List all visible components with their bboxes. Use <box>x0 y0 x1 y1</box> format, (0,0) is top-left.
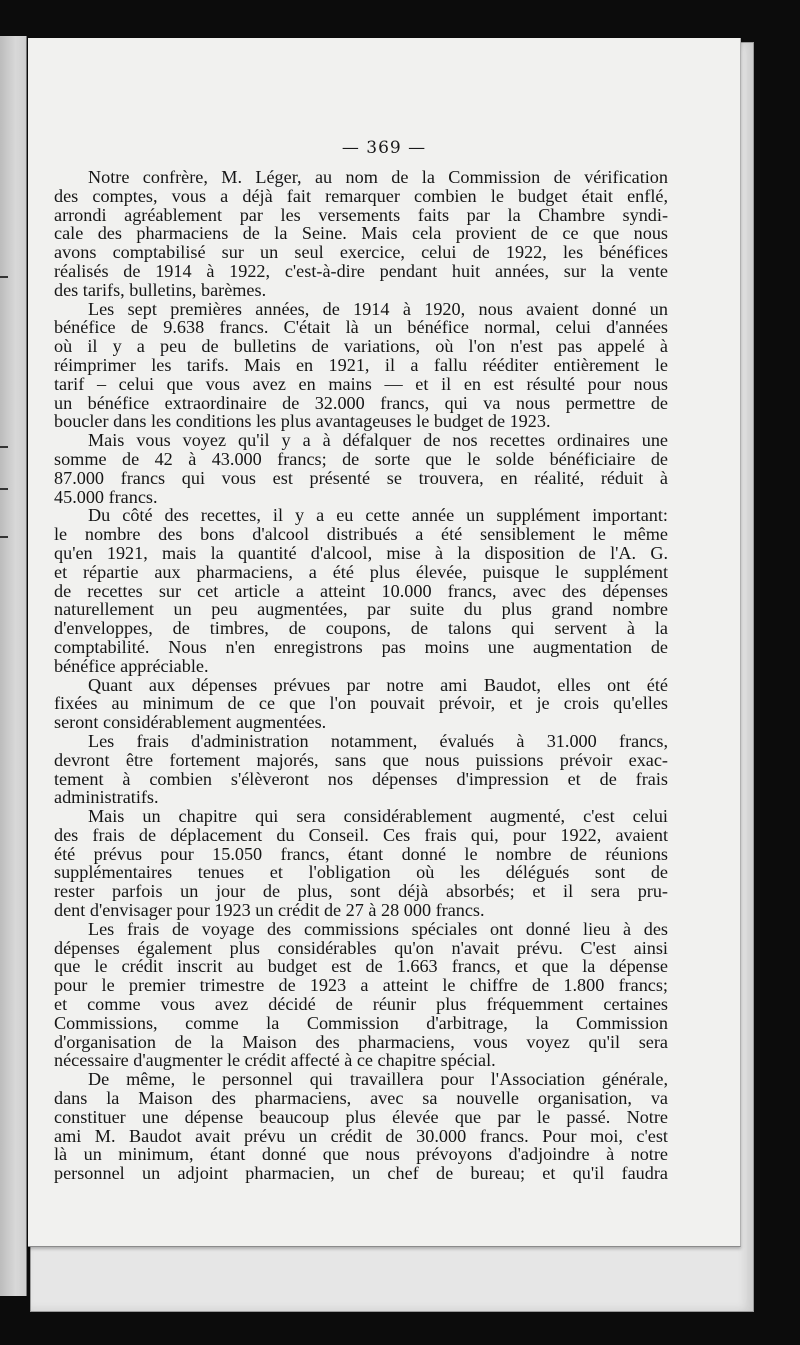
text-line: constituer une dépense beaucoup plus élevée que par le passé. Notre <box>54 1106 668 1127</box>
text-line: somme de 42 à 43.000 francs; de sorte que le solde bénéficiaire de <box>54 448 668 469</box>
text-line: supplémentaires tenues et l'obligation où les délégués sont de <box>54 862 668 883</box>
text-line: où il y a peu de bulletins de variations, où l'on n'est pas appelé à <box>54 336 668 357</box>
text-line: 45.000 francs. <box>54 486 158 507</box>
text-line: que le crédit inscrit au budget est de 1.663 francs, et que la dépense <box>54 956 668 977</box>
text-line: là un minimum, étant donné que nous prévoyons d'adjoindre à notre <box>54 1144 668 1165</box>
text-line: réalisés de 1914 à 1922, c'est-à-dire pendant huit années, sur la vente <box>54 260 668 281</box>
text-line: d'organisation de la Maison des pharmaciens, vous voyez qu'il sera <box>54 1031 668 1052</box>
text-line: devront être fortement majorés, sans que nous puissions prévoir exac- <box>54 749 668 770</box>
text-line: administratifs. <box>54 787 159 808</box>
text-line: avons comptabilisé sur un seul exercice, celui de 1922, les bénéfices <box>54 242 668 263</box>
text-line: arrondi agréablement par les versements faits par la Chambre syndi- <box>54 204 668 225</box>
text-line: et répartie aux pharmaciens, a été plus élevée, puisque le supplément <box>54 561 668 582</box>
text-line: rester parfois un jour de plus, sont déjà absorbés; et il sera pru- <box>54 881 668 902</box>
text-line: des comptes, vous a déjà fait remarquer combien le budget était enflé, <box>54 185 668 206</box>
text-line: tarif – celui que vous avez en mains — et il en est résulté pour nous <box>54 373 668 394</box>
text-line: tement à combien s'élèveront nos dépenses d'impression et de frais <box>54 768 668 789</box>
text-line: bénéfice de 9.638 francs. C'était là un bénéfice normal, celui d'années <box>54 317 668 338</box>
text-line: comptabilité. Nous n'en enregistrons pas moins une augmentation de <box>54 636 668 657</box>
text-line: Mais vous voyez qu'il y a à défalquer de nos recettes ordinaires une <box>88 430 668 451</box>
page-edge-mark <box>0 488 8 490</box>
text-line: naturellement un peu augmentées, par suite du plus grand nombre <box>54 599 668 620</box>
text-line: Notre confrère, M. Léger, au nom de la Commission de vérification <box>88 167 668 187</box>
page-edge-mark <box>0 276 8 278</box>
text-line: le nombre des bons d'alcool distribués a été sensiblement le même <box>54 524 668 545</box>
book-page <box>28 38 741 1247</box>
text-line: bénéfice appréciable. <box>54 655 209 676</box>
text-line: personnel un adjoint pharmacien, un chef de bureau; et qu'il faudra <box>54 1163 668 1184</box>
text-line: dépenses également plus considérables qu'on n'avait prévu. C'est ainsi <box>54 937 668 958</box>
text-line: nécessaire d'augmenter le crédit affecté à ce chapitre spécial. <box>54 1050 496 1071</box>
text-line: 87.000 francs qui vous est présenté se trouvera, en réalité, réduit à <box>54 467 668 488</box>
text-line: des frais de déplacement du Conseil. Ces frais qui, pour 1922, avaient <box>54 824 668 845</box>
text-line: et comme vous avez décidé de réunir plus fréquemment certaines <box>54 994 668 1015</box>
text-line: qu'en 1921, mais la quantité d'alcool, mise à la disposition de l'A. G. <box>54 542 668 563</box>
text-line: fixées au minimum de ce que l'on pouvait prévoir, et je crois qu'elles <box>54 693 668 714</box>
page-edge-mark <box>0 536 8 538</box>
text-line: De même, le personnel qui travaillera pour l'Association générale, <box>88 1069 668 1090</box>
page-body-text <box>54 168 668 1183</box>
text-line: été prévus pour 15.050 francs, étant donné le nombre de réunions <box>54 843 668 864</box>
text-line: Commissions, comme la Commission d'arbitrage, la Commission <box>54 1012 668 1033</box>
text-line: boucler dans les conditions les plus avantageuses le budget de 1923. <box>54 411 551 432</box>
text-line: réimprimer les tarifs. Mais en 1921, il a fallu rééditer entièrement le <box>54 354 668 375</box>
text-line: seront considérablement augmentées. <box>54 712 327 733</box>
text-line: pour le premier trimestre de 1923 a atteint le chiffre de 1.800 francs; <box>54 975 668 996</box>
text-line: Mais un chapitre qui sera considérablement augmenté, c'est celui <box>88 806 668 827</box>
text-line: ami M. Baudot avait prévu un crédit de 30.000 francs. Pour moi, c'est <box>54 1125 668 1146</box>
text-line: Du côté des recettes, il y a eu cette année un supplément important: <box>88 505 668 526</box>
previous-page-edge <box>0 36 27 1296</box>
text-line: de recettes sur cet article a atteint 10.000 francs, avec des dépenses <box>54 580 668 601</box>
text-line: des tarifs, bulletins, barèmes. <box>54 279 267 300</box>
text-line: cale des pharmaciens de la Seine. Mais cela provient de ce que nous <box>54 223 668 244</box>
text-line: dans la Maison des pharmaciens, avec sa nouvelle organisation, va <box>54 1088 668 1109</box>
text-line: Les frais d'administration notamment, évalués à 31.000 francs, <box>88 730 668 751</box>
text-line: Quant aux dépenses prévues par notre ami Baudot, elles ont été <box>88 674 668 695</box>
text-line: Les frais de voyage des commissions spéciales ont donné lieu à des <box>88 918 668 939</box>
page-number: — 369 — <box>341 138 427 158</box>
text-line: Les sept premières années, de 1914 à 1920, nous avaient donné un <box>88 298 668 319</box>
text-line: un bénéfice extraordinaire de 32.000 francs, qui va nous permettre de <box>54 392 668 413</box>
page-edge-mark <box>0 446 8 448</box>
text-line: dent d'envisager pour 1923 un crédit de 27 à 28 000 francs. <box>54 900 485 921</box>
text-line: d'enveloppes, de timbres, de coupons, de talons qui servent à la <box>54 618 668 639</box>
